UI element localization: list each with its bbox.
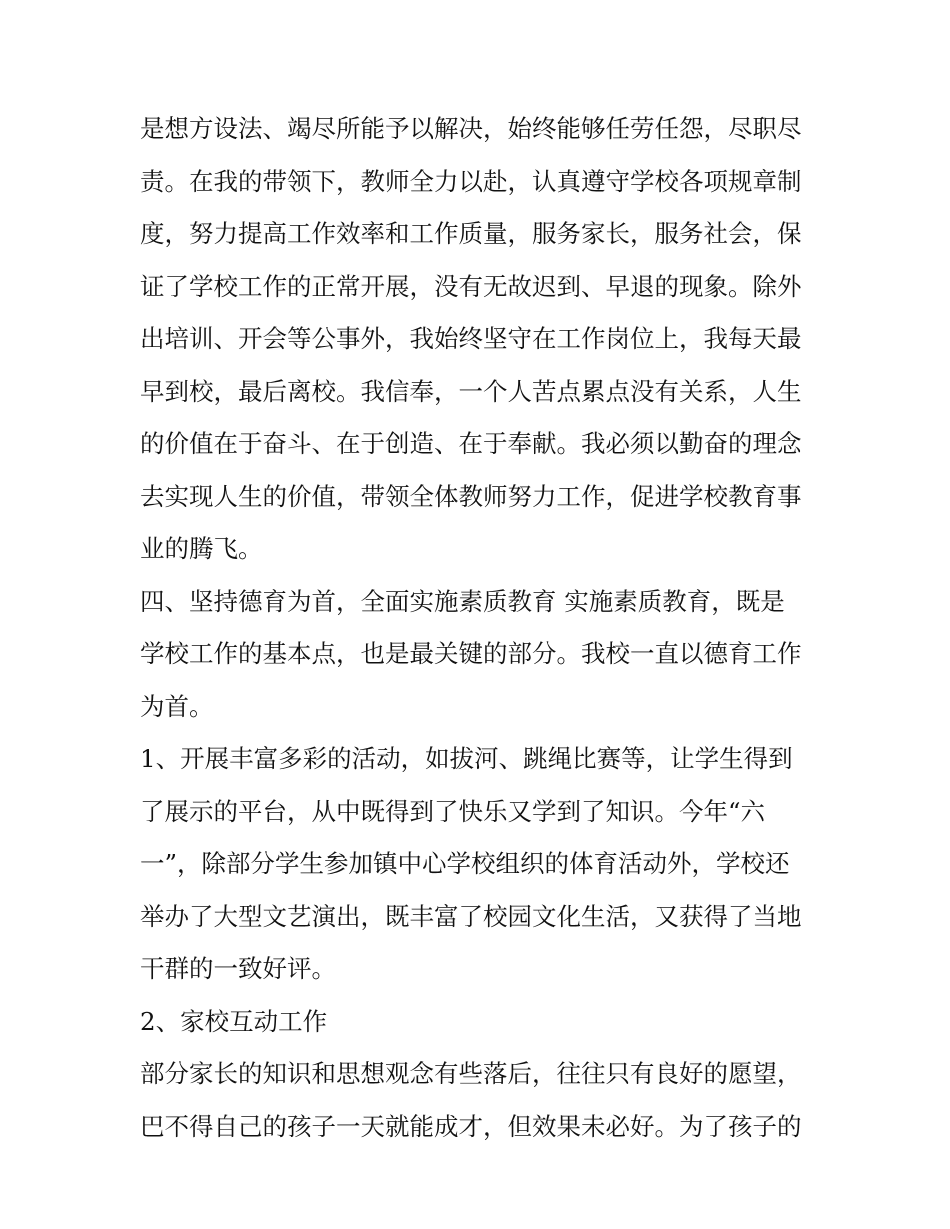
text-line: 出培训、开会等公事外，我始终坚守在工作岗位上，我每天最: [140, 324, 802, 353]
text-line: 的价值在于奋斗、在于创造、在于奉献。我必须以勤奋的理念: [140, 429, 802, 458]
text-line: 一”，除部分学生参加镇中心学校组织的体育活动外，学校还: [140, 849, 790, 878]
body-text: [140, 103, 820, 1153]
list-item-2: 2、家校互动工作: [140, 1006, 328, 1036]
text-line: 为首。: [140, 691, 214, 721]
list-item-1: 1、开展丰富多彩的活动，如拔河、跳绳比赛等，让学生得到: [140, 744, 793, 773]
section-heading-4: 四、坚持德育为首，全面实施素质教育 实施素质教育，既是: [140, 586, 785, 616]
text-line: 干群的一致好评。: [140, 954, 336, 983]
text-line: 早到校，最后离校。我信奉，一个人苦点累点没有关系，人生: [140, 376, 802, 406]
text-line: 责。在我的带领下，教师全力以赴，认真遵守学校各项规章制: [140, 166, 802, 196]
text-line: 是想方设法、竭尽所能予以解决，始终能够任劳任怨，尽职尽: [140, 114, 802, 143]
text-line: 巴不得自己的孩子一天就能成才，但效果未必好。为了孩子的: [140, 1111, 802, 1141]
text-line: 证了学校工作的正常开展，没有无故迟到、早退的现象。除外: [140, 271, 802, 301]
text-line: 去实现人生的价值，带领全体教师努力工作，促进学校教育事: [140, 481, 802, 511]
text-line: 了展示的平台，从中既得到了快乐又学到了知识。今年“六: [140, 796, 766, 826]
text-line: 学校工作的基本点，也是最关键的部分。我校一直以德育工作: [140, 639, 802, 668]
text-line: 业的腾飞。: [140, 534, 263, 563]
text-line: 部分家长的知识和思想观念有些落后，往往只有良好的愿望，: [140, 1059, 802, 1088]
text-line: 度，努力提高工作效率和工作质量，服务家长，服务社会，保: [140, 219, 802, 248]
text-line: 举办了大型文艺演出，既丰富了校园文化生活，又获得了当地: [140, 901, 802, 931]
